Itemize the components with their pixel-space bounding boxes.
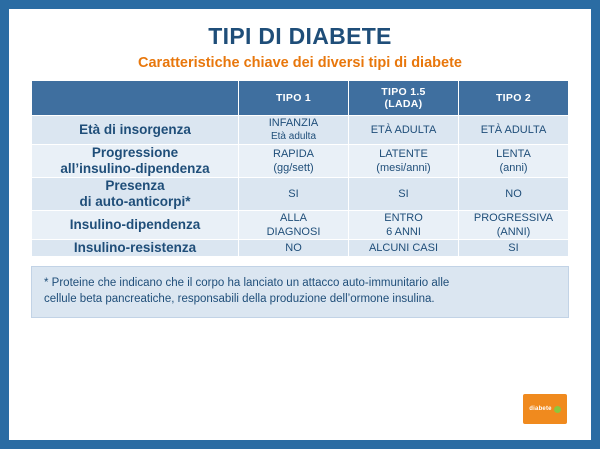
column-header-tipo15 — [349, 81, 459, 116]
cell-anticorpi-tipo15 — [349, 178, 459, 211]
column-header-blank — [32, 81, 239, 116]
page-subtitle: Caratteristiche chiave dei diversi tipi di diabete — [138, 55, 462, 71]
column-header-tipo1: TIPO 1 — [239, 81, 349, 116]
footnote — [31, 266, 569, 318]
footnote-line1: * Proteine che indicano che il corpo ha lanciato un attacco auto-immunitario alle — [44, 277, 450, 289]
cell-line1: ETÀ ADULTA — [370, 124, 437, 136]
cell-line1: RAPIDA — [273, 148, 314, 160]
cell-line2: (ANNI) — [496, 226, 531, 238]
cell-eta-tipo1 — [239, 116, 349, 145]
cell-resistenza-tipo15 — [349, 240, 459, 257]
column-header-tipo15-line1: TIPO 1.5 — [381, 86, 426, 98]
row-label-auto-anticorpi — [32, 178, 239, 211]
table-row — [32, 178, 569, 211]
cell-progressione-tipo2 — [459, 145, 569, 178]
table-header — [32, 81, 569, 116]
cell-progressione-tipo1 — [239, 145, 349, 178]
logo-dot-icon — [554, 406, 561, 413]
column-header-tipo2: TIPO 2 — [459, 81, 569, 116]
cell-eta-tipo2 — [459, 116, 569, 145]
cell-eta-tipo15 — [349, 116, 459, 145]
cell-line2: Età adulta — [270, 131, 317, 142]
page-title: TIPI DI DIABETE — [208, 23, 392, 49]
cell-line1: LATENTE — [379, 148, 428, 160]
table-row — [32, 240, 569, 257]
row-label-eta-insorgenza: Età di insorgenza — [32, 116, 239, 145]
row-label-insulino-dipendenza: Insulino-dipendenza — [32, 211, 239, 240]
cell-dipendenza-tipo2 — [459, 211, 569, 240]
table-row — [32, 116, 569, 145]
cell-line1: ALLA — [280, 212, 307, 224]
row-label-line2: all’insulino-dipendenza — [60, 161, 210, 176]
row-label-line1: Progressione — [91, 145, 179, 160]
cell-line2: 6 ANNI — [386, 226, 421, 238]
cell-anticorpi-tipo2 — [459, 178, 569, 211]
cell-dipendenza-tipo1 — [239, 211, 349, 240]
column-header-tipo15-line2: (LADA) — [384, 98, 423, 110]
cell-line1: SI — [508, 242, 519, 254]
cell-line1: PROGRESSIVA — [473, 212, 554, 224]
table-row — [32, 145, 569, 178]
cell-line1: ENTRO — [384, 212, 423, 224]
cell-resistenza-tipo1 — [239, 240, 349, 257]
diabete-logo — [523, 394, 567, 424]
cell-line1: NO — [285, 242, 302, 254]
cell-anticorpi-tipo1 — [239, 178, 349, 211]
cell-progressione-tipo15 — [349, 145, 459, 178]
diabetes-types-table — [31, 80, 569, 257]
cell-line2: (mesi/anni) — [376, 162, 431, 174]
cell-resistenza-tipo2 — [459, 240, 569, 257]
cell-line2: DIAGNOSI — [266, 226, 321, 238]
row-label-line2: di auto-anticorpi* — [79, 194, 191, 209]
row-label-line1: Presenza — [105, 178, 165, 193]
footnote-line2: cellule beta pancreatiche, responsabili della produzione dell’ormone insulina. — [44, 293, 435, 305]
row-label-progressione — [32, 145, 239, 178]
cell-line2: (anni) — [499, 162, 528, 174]
logo-label: diabete — [529, 406, 552, 412]
table-header-row — [32, 81, 569, 116]
cell-line1: NO — [505, 188, 522, 200]
slide-content — [9, 9, 591, 440]
row-label-insulino-resistenza: Insulino-resistenza — [32, 240, 239, 257]
table-body — [32, 116, 569, 257]
cell-line2: (gg/sett) — [273, 162, 314, 174]
cell-line1: ALCUNI CASI — [368, 242, 439, 254]
table-row — [32, 211, 569, 240]
cell-line1: INFANZIA — [268, 117, 319, 129]
cell-line1: SI — [288, 188, 299, 200]
cell-line1: ETÀ ADULTA — [480, 124, 547, 136]
cell-line1: SI — [398, 188, 409, 200]
cell-dipendenza-tipo15 — [349, 211, 459, 240]
cell-line1: LENTA — [496, 148, 531, 160]
